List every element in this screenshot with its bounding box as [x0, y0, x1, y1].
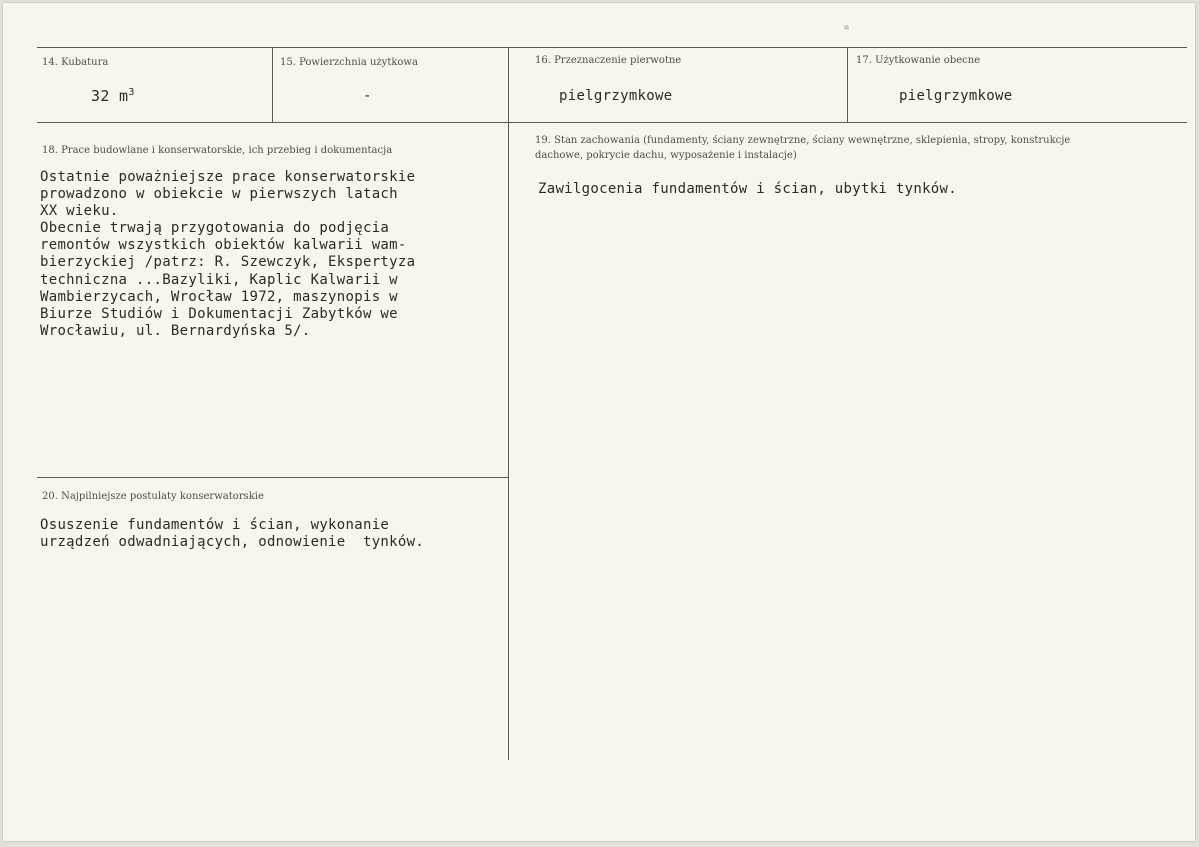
field-18-line: bierzyckiej /patrz: R. Szewczyk, Ekspertyza [40, 254, 416, 271]
field-15-value: - [363, 88, 372, 104]
field-19-label: 19. Stan zachowania (fundamenty, ściany zewnętrzne, ściany wewnętrzne, sklepienia, stropy, konstrukcje dachowe, pokrycie dachu, wyposażenie i instalacje) [535, 135, 1071, 161]
field-18-line: remontów wszystkich obiektów kalwarii wam- [40, 237, 407, 254]
paper-blemish [844, 25, 849, 30]
field-18-line: techniczna ...Bazyliki, Kaplic Kalwarii w [40, 271, 398, 288]
field-14-value-text: 32 m [91, 87, 129, 105]
top-rule [37, 47, 1187, 48]
record-card [3, 3, 1195, 841]
field-17-value: pielgrzymkowe [899, 88, 1013, 104]
field-17-label: 17. Użytkowanie obecne [856, 55, 981, 66]
row-divider [37, 122, 1187, 123]
field-18-line: Ostatnie poważniejsze prace konserwatorskie [40, 169, 416, 185]
field-15-label: 15. Powierzchnia użytkowa [280, 57, 418, 68]
field-18-line: Wambierzycach, Wrocław 1972, maszynopis w [40, 288, 398, 305]
field-18-line: Wrocławiu, ul. Bernardyńska 5/. [40, 322, 311, 339]
field-18-text [40, 169, 415, 340]
field-18-line: Obecnie trwają przygotowania do podjęcia [40, 220, 390, 237]
field-18-label: 18. Prace budowlane i konserwatorskie, ich przebieg i dokumentacja [42, 145, 393, 156]
field-20-label: 20. Najpilniejsze postulaty konserwatorskie [42, 491, 264, 502]
column-divider-main [508, 47, 509, 760]
field-18-line: Biurze Studiów i Dokumentacji Zabytków we [40, 305, 398, 322]
field-14-label: 14. Kubatura [42, 57, 109, 68]
field-19-value: Zawilgocenia fundamentów i ścian, ubytki tynków. [538, 181, 957, 197]
field-18-line: XX wieku. [40, 203, 119, 220]
field-14-value [91, 87, 135, 105]
field-18-line: prowadzono w obiekcie w pierwszych latach [40, 186, 398, 203]
column-divider-16-17 [847, 47, 848, 122]
field-16-label: 16. Przeznaczenie pierwotne [535, 55, 682, 66]
field-16-value: pielgrzymkowe [559, 88, 673, 104]
field-20-line: Osuszenie fundamentów i ścian, wykonanie [40, 517, 390, 533]
field-18-bottom-rule [37, 477, 508, 478]
field-14-superscript: 3 [128, 87, 135, 98]
column-divider-14-15 [272, 47, 273, 122]
field-20-text [40, 517, 424, 551]
field-20-line: urządzeń odwadniających, odnowienie tynków. [40, 534, 425, 551]
